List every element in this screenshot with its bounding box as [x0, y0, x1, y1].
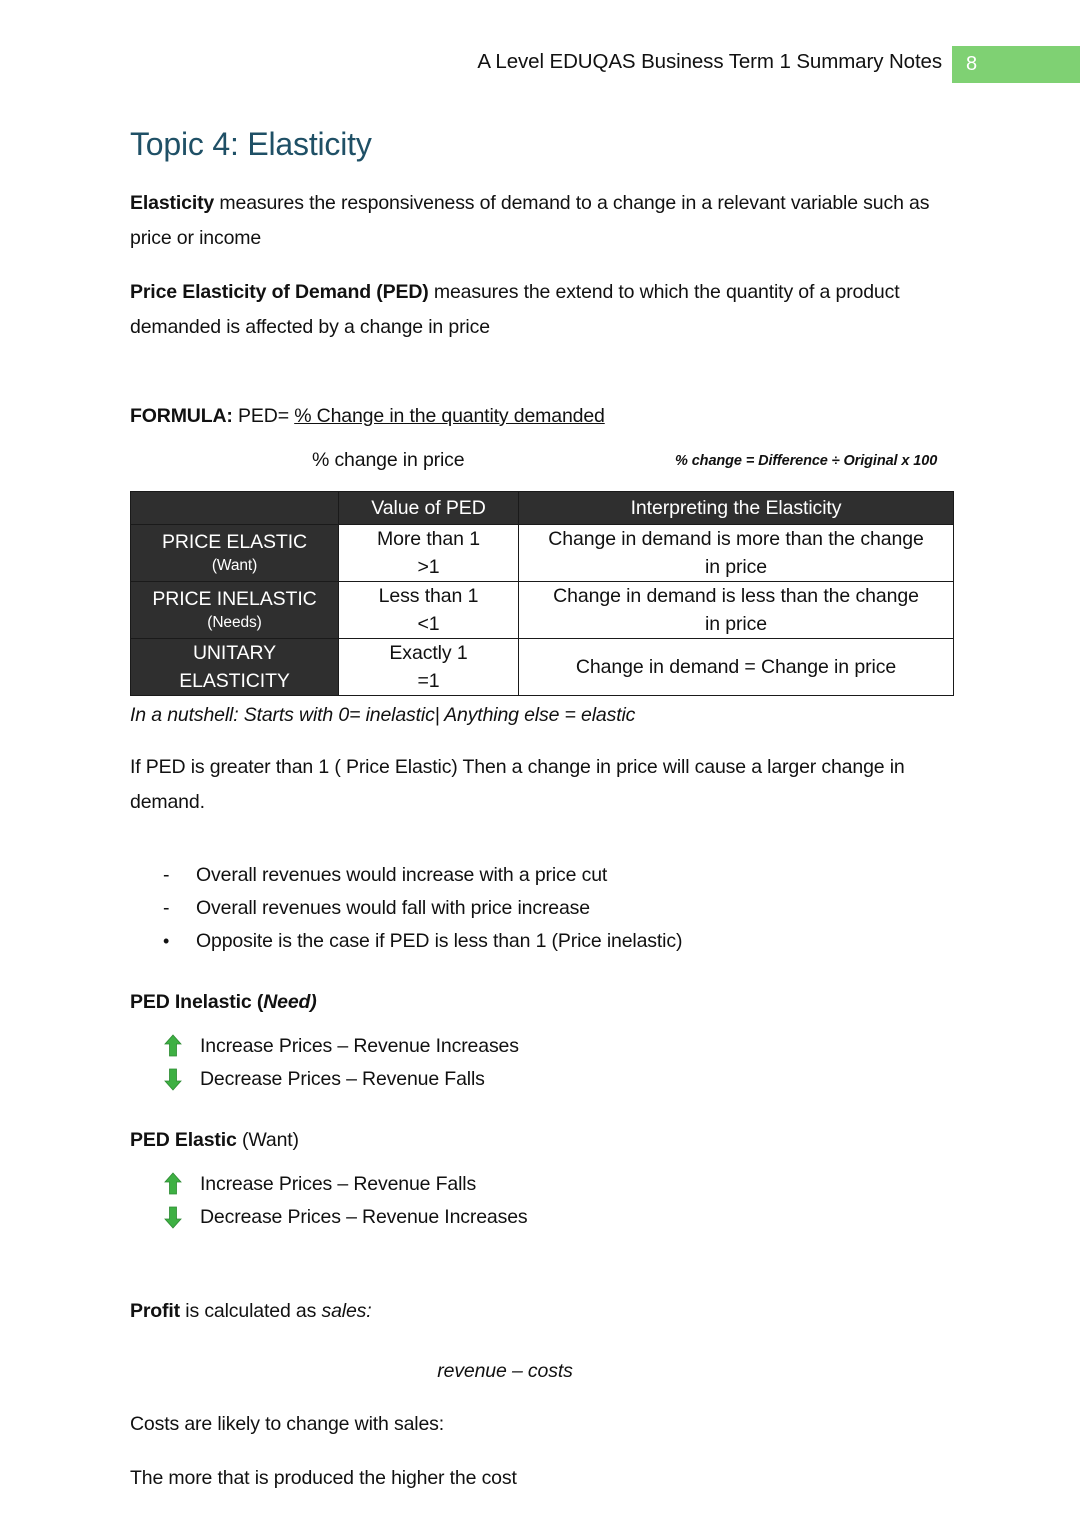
arrow-down-icon [164, 1067, 182, 1091]
intro-p1-rest: measures the responsiveness of demand to a change in a relevant variable such as price or income [130, 192, 930, 249]
list-item [130, 1201, 960, 1233]
arrow-up-icon [164, 1034, 182, 1058]
table-header-blank [131, 492, 339, 525]
table-row-1-value-line1: Less than 1 [378, 585, 479, 607]
list-item [130, 1168, 960, 1200]
formula-numerator-line [130, 401, 960, 431]
table-header-value-of-ped: Value of PED [339, 492, 519, 525]
table-row [131, 525, 954, 582]
table-row-2-interp-cell [519, 639, 954, 696]
table-row-0-interp-cell [519, 525, 954, 582]
profit-italic: sales: [321, 1300, 372, 1322]
table-row-0-value-line2: >1 [417, 556, 440, 578]
profit-line [130, 1294, 960, 1329]
table-row-1-sub: (Needs) [207, 614, 262, 631]
table-row-0-interp-line1: Change in demand is more than the change [548, 528, 924, 550]
table-row-0-sub: (Want) [211, 557, 258, 574]
formula-label: FORMULA: [130, 405, 233, 427]
formula-numerator: % Change in the quantity demanded [294, 405, 605, 427]
table-row-1-interp-line1: Change in demand is less than the change [553, 585, 919, 607]
list-item-label: Decrease Prices – Revenue Increases [200, 1206, 528, 1228]
table-row-1-label: PRICE INELASTIC [152, 588, 317, 610]
header-title: A Level EDUQAS Business Term 1 Summary Notes [477, 50, 942, 73]
list-item-label: Decrease Prices – Revenue Falls [200, 1068, 485, 1090]
document-content [130, 124, 960, 1515]
ped-explanation: If PED is greater than 1 ( Price Elastic) Then a change in price will cause a larger change in demand. [130, 756, 905, 813]
ped-inelastic-heading-bold: PED Inelastic ( [130, 991, 264, 1013]
table-header-interpreting: Interpreting the Elasticity [519, 492, 954, 525]
list-item-label: Overall revenues would increase with a price cut [196, 864, 608, 886]
ped-table [130, 491, 954, 696]
bullet-marker-icon: • [163, 931, 170, 951]
dash-marker-icon: - [163, 897, 170, 919]
table-row-0-value-cell [339, 525, 519, 582]
list-item-label: Overall revenues would fall with price increase [196, 897, 590, 919]
ped-inelastic-heading-italic: Need) [263, 991, 317, 1013]
ped-elastic-list [130, 1168, 960, 1233]
arrow-up-icon [164, 1172, 182, 1196]
table-row-2-label-cell [131, 639, 339, 696]
ped-elastic-heading-bold: PED Elastic [130, 1129, 237, 1151]
profit-bold: Profit [130, 1300, 181, 1322]
list-item-label: Opposite is the case if PED is less than 1 (Price inelastic) [196, 930, 683, 952]
table-row-2-value-line1: Exactly 1 [389, 642, 468, 664]
formula-denominator: % change in price [312, 449, 465, 471]
intro-p1-bold: Elasticity [130, 192, 215, 214]
dash-marker-icon: - [163, 864, 170, 886]
nutshell-note: In a nutshell: Starts with 0= inelastic| Anything else = elastic [130, 704, 636, 726]
intro-p2-rest: measures the extend to which the quantity of a product demanded is affected by a change in price [130, 281, 900, 338]
list-item [130, 925, 960, 957]
table-row-1-label-cell [131, 582, 339, 639]
table-row-2-value-cell [339, 639, 519, 696]
table-row-2-interp-line1: Change in demand = Change in price [575, 656, 897, 678]
table-row [131, 582, 954, 639]
list-item-label: Increase Prices – Revenue Falls [200, 1173, 477, 1195]
ped-inelastic-list [130, 1030, 960, 1095]
table-row-0-value-line1: More than 1 [377, 528, 480, 550]
page-title: Topic 4: Elasticity [130, 126, 372, 162]
formula-lead: PED= [232, 405, 295, 427]
ped-inelastic-heading [130, 986, 960, 1018]
list-item [130, 1030, 960, 1062]
list-item [130, 859, 960, 891]
table-row [131, 639, 954, 696]
ped-elastic-heading [130, 1124, 960, 1156]
produced-line: The more that is produced the higher the cost [130, 1467, 517, 1489]
table-row-0-label-cell [131, 525, 339, 582]
revenue-list [130, 859, 960, 957]
costs-line: Costs are likely to change with sales: [130, 1413, 445, 1435]
table-row-1-interp-cell [519, 582, 954, 639]
table-row-0-interp-line2: in price [704, 556, 768, 578]
table-row-2-sub: ELASTICITY [179, 670, 290, 692]
intro-paragraph-1 [130, 186, 960, 256]
profit-mid: is calculated as [180, 1300, 322, 1322]
page-header [0, 46, 1080, 84]
table-row-1-value-cell [339, 582, 519, 639]
table-row-1-value-line2: <1 [417, 613, 440, 635]
formula-block [130, 401, 960, 487]
list-item [130, 1063, 960, 1095]
ped-elastic-heading-rest: (Want) [236, 1129, 299, 1151]
table-row-1-interp-line2: in price [704, 613, 768, 635]
table-row-2-value-line2: =1 [417, 670, 440, 692]
page-number-bar [952, 46, 1080, 83]
list-item [130, 892, 960, 924]
profit-equation: revenue – costs [437, 1360, 573, 1382]
page-number: 8 [966, 53, 978, 75]
arrow-down-icon [164, 1205, 182, 1229]
formula-note: % change = Difference ÷ Original x 100 [675, 453, 938, 469]
table-row-0-label: PRICE ELASTIC [162, 531, 307, 553]
intro-paragraph-2 [130, 275, 960, 345]
table-row-2-label: UNITARY [192, 642, 277, 664]
intro-p2-bold: Price Elasticity of Demand (PED) [130, 281, 429, 303]
list-item-label: Increase Prices – Revenue Increases [200, 1035, 519, 1057]
table-header-row [131, 492, 954, 525]
